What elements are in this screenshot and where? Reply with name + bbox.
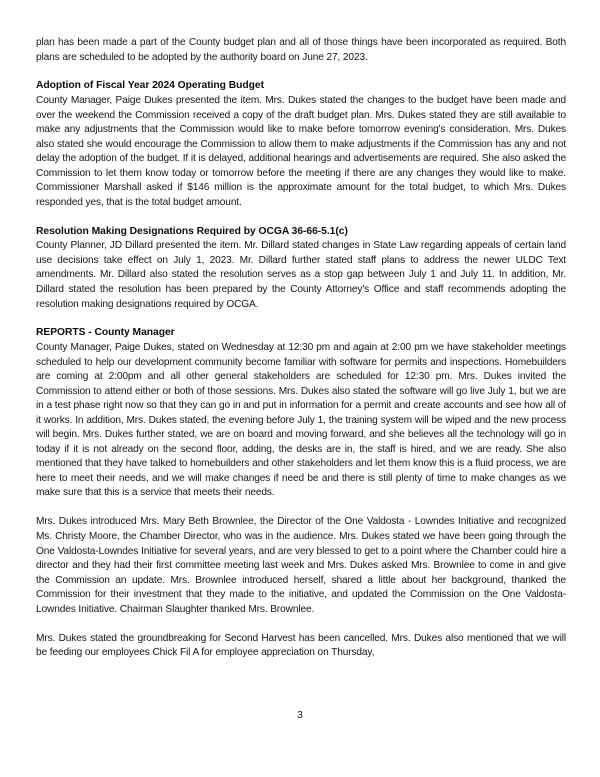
- heading-resolution-making-designations: Resolution Making Designations Required by OCGA 36-66-5.1(c): [36, 225, 348, 237]
- document-body: [36, 36, 566, 661]
- heading-adoption-of-fiscal-year-2024-operating-budget: Adoption of Fiscal Year 2024 Operating Budget: [36, 80, 264, 92]
- paragraph-operating-budget-discussion: County Manager, Paige Dukes presented the item. Mrs. Dukes stated the changes to the budget have been made and over the weekend the Commission received a copy of the draft budget plan. Mrs. Dukes stated they are still available to make any adjustments that the Commission would like to make before tomorrow evening's consideration. Mrs. Dukes also stated she would encourage the Commission to allow them to make adjustments if the Commission has any and not delay the adoption of the budget. If it is delayed, additional hearings and advertisements are required. She also asked the Commission to let them know today or tomorrow before the meeting if there are any changes they would like to make. Commissioner Marshall asked if $146 million is the approximate amount for the total budget, to which Mrs. Dukes responded yes, that is the total budget amount.: [36, 95, 566, 208]
- paragraph-budget-plan-continued: plan has been made a part of the County budget plan and all of those things have been incorporated as required. Both plans are scheduled to be adopted by the authority board on June 27, 2023.: [36, 37, 566, 63]
- heading-reports-county-manager: REPORTS - County Manager: [36, 327, 175, 339]
- paragraph-county-manager-software-report: County Manager, Paige Dukes, stated on Wednesday at 12:30 pm and again at 2:00 pm we have stakeholder meetings scheduled to help our development community become familiar with software for permits and inspections. Homebuilders are coming at 2:00pm and all other general stakeholders are scheduled for 12:30 pm. Mrs. Dukes invited the Commission to attend either or both of those sessions. Mrs. Dukes also stated the software will go live July 1, but we are in a test phase right now so that they can go in and put in information for a permit and create accounts and see how all of it works. In addition, Mrs. Dukes stated, the evening before July 1, the training system will be wiped and the new process will begin. Mrs. Dukes further stated, we are on board and moving forward, and she believes all the technology will go in today if it is not already on the second floor, adding, the desks are in, the staff is hired, and we are ready. She also mentioned that they have talked to homebuilders and other stakeholders and let them know this is a fluid process, we are here to meet their needs, and we will make changes if need be and there is still plenty of time to make changes as we make sure that this is a service that meets their needs.: [36, 342, 566, 499]
- paragraph-resolution-designations-discussion: County Planner, JD Dillard presented the item. Mr. Dillard stated changes in State Law regarding appeals of certain land use decisions take effect on July 1, 2023. Mr. Dillard further stated staff plans to address the newer ULDC Text amendments. Mr. Dillard also stated the resolution serves as a stop gap between July 1 and July 11. In addition, Mr. Dillard stated the resolution has been prepared by the County Attorney's Office and staff recommends adopting the resolution making designations required by OCGA.: [36, 240, 566, 310]
- paragraph-second-harvest-groundbreaking: Mrs. Dukes stated the groundbreaking for Second Harvest has been cancelled. Mrs. Dukes also mentioned that we will be feeding our employees Chick Fil A for employee appreciation on Thursday,: [36, 632, 566, 659]
- page-number: 3: [297, 710, 303, 721]
- paragraph-one-valdosta-lowndes-initiative: Mrs. Dukes introduced Mrs. Mary Beth Brownlee, the Director of the One Valdosta - Lowndes Initiative and recognized Ms. Christy Moore, the Chamber Director, who was in the audience. Mrs. Dukes stated we have been going through the One Valdosta-Lowndes Initiative for several years, and are very blessed to get to a point where the Chamber could hire a director and they had their first committee meeting last week and Mrs. Dukes asked Mrs. Brownlee to come in and give the Commission an update. Mrs. Brownlee introduced herself, shared a little about her background, thanked the Commission for their investment that they made to the initiative, and updated the Commission on the One Valdosta-Lowndes Initiative. Chairman Slaughter thanked Mrs. Brownlee.: [36, 516, 566, 615]
